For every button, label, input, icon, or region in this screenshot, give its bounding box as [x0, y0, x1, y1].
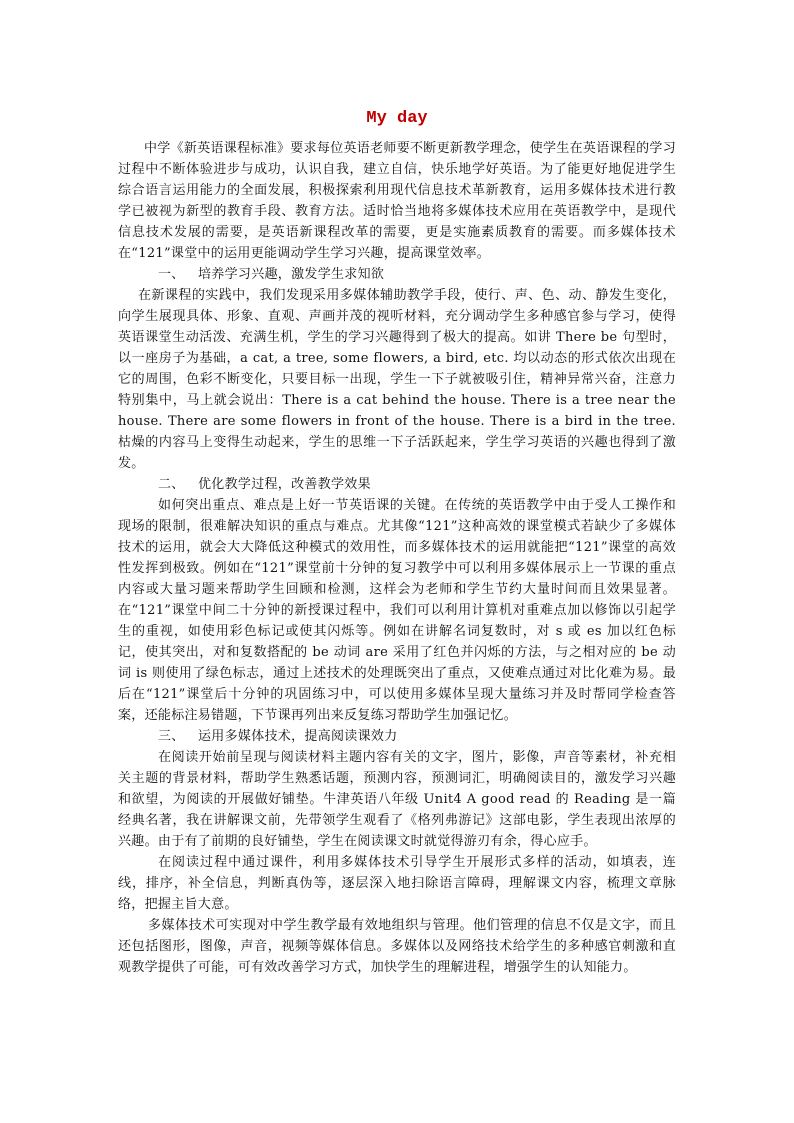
- section-number: 三、: [158, 729, 185, 744]
- section-2-paragraph: 如何突出重点、难点是上好一节英语课的关键。在传统的英语教学中由于受人工操作和现场的限制，很难解决知识的重点与难点。尤其像“121”这种高效的课堂模式若缺少了多媒体技术的运用，就会大大降低这种模式的效用性，而多媒体技术的运用就能把“121”课堂的高效性发挥到极致。例如在“121”课堂前十分钟的复习教学中可以利用多媒体展示上一节课的重点内容或大量习题来帮助学生回顾和检测，这样会为老师和学生节约大量时间而且效果显著。在“121”课堂中间二十分钟的新授课过程中，我们可以利用计算机对重难点加以修饰以引起学生的重视，如使用彩色标记或使其闪烁等。例如在讲解名词复数时，对 s 或 es 加以红色标记，使其突出，对和复数搭配的 be 动词 are 采用了红色并闪烁的方法，与之相对应的 be 动词 is 则使用了绿色标志，通过上述技术的处理既突出了重点，又使难点通过对比化难为易。最后在“121”课堂后十分钟的巩固练习中，可以使用多媒体呈现大量练习并及时帮同学检查答案，还能标注易错题，下节课再列出来反复练习帮助学生加强记忆。: [118, 498, 676, 723]
- section-3-paragraph-2: 在阅读过程中通过课件，利用多媒体技术引导学生开展形式多样的活动，如填表，连线，排序，补全信息，判断真伪等，逐层深入地扫除语言障碍，理解课文内容，梳理文章脉络，把握主旨大意。: [118, 855, 676, 912]
- document-title: My day: [366, 109, 428, 128]
- section-3-paragraph-3: 多媒体技术可实现对中学生教学最有效地组织与管理。他们管理的信息不仅是文字，而且还包括图形，图像，声音，视频等媒体信息。多媒体以及网络技术给学生的多种感官刺激和直观教学提供了可能，可有效改善学习方式，加快学生的理解进程，增强学生的认知能力。: [118, 918, 676, 975]
- section-title: 优化教学过程，改善教学效果: [198, 477, 371, 492]
- section-3-paragraph-1: 在阅读开始前呈现与阅读材料主题内容有关的文字，图片，影像，声音等素材，补充相关主题的背景材料，帮助学生熟悉话题，预测内容，预测词汇，明确阅读目的，激发学习兴趣和欲望，为阅读的开展做好铺垫。牛津英语八年级 Unit4 A good read 的 Reading 是一篇经典名著，我在讲解课文前，先带领学生观看了《格列弗游记》这部电影，学生表现出浓厚的兴趣。由于有了前期的良好铺垫，学生在阅读课文时就觉得游刃有余，得心应手。: [118, 750, 676, 849]
- section-number: 一、: [158, 267, 185, 282]
- section-heading-2: [118, 474, 676, 495]
- section-heading-1: [118, 264, 676, 285]
- section-title: 培养学习兴趣，激发学生求知欲: [198, 267, 385, 282]
- section-heading-3: [118, 726, 676, 747]
- intro-paragraph: 中学《新英语课程标准》要求每位英语老师要不断更新教学理念，使学生在英语课程的学习过程中不断体验进步与成功，认识自我，建立自信，快乐地学好英语。为了能更好地促进学生综合语言运用能力的全面发展，积极探索利用现代信息技术革新教育，运用多媒体技术进行教学已被视为新型的教育手段、教育方法。适时恰当地将多媒体技术应用在英语教学中，是现代信息技术发展的需要，是英语新课程改革的需要，更是实施素质教育的需要。而多媒体技术在“121”课堂中的运用更能调动学生学习兴趣，提高课堂效率。: [118, 141, 677, 261]
- section-number: 二、: [158, 477, 185, 492]
- section-title: 运用多媒体技术，提高阅读课效力: [198, 729, 398, 744]
- section-1-paragraph: 在新课程的实践中，我们发现采用多媒体辅助教学手段，使行、声、色、动、静发生变化，向学生展现具体、形象、直观、声画并茂的视听材料，充分调动学生多种感官参与学习，使得英语课堂生动活泼、充满生机，学生的学习兴趣得到了极大的提高。如讲 There be 句型时，以一座房子为基础，a cat, a tree, some flowers, a bird, etc. 均以动态的形式依次出现在它的周围，色彩不断变化，只要目标一出现，学生一下子就被吸引住，精神异常兴奋，注意力特别集中，马上就会说出：There is a cat behind the house. There is a tree near the house. There are some flowers in front of the house. There is a bird in the tree. 枯燥的内容马上变得生动起来，学生的思维一下子活跃起来，学生学习英语的兴趣也得到了激发。: [118, 288, 676, 471]
- document-page: [118, 108, 676, 978]
